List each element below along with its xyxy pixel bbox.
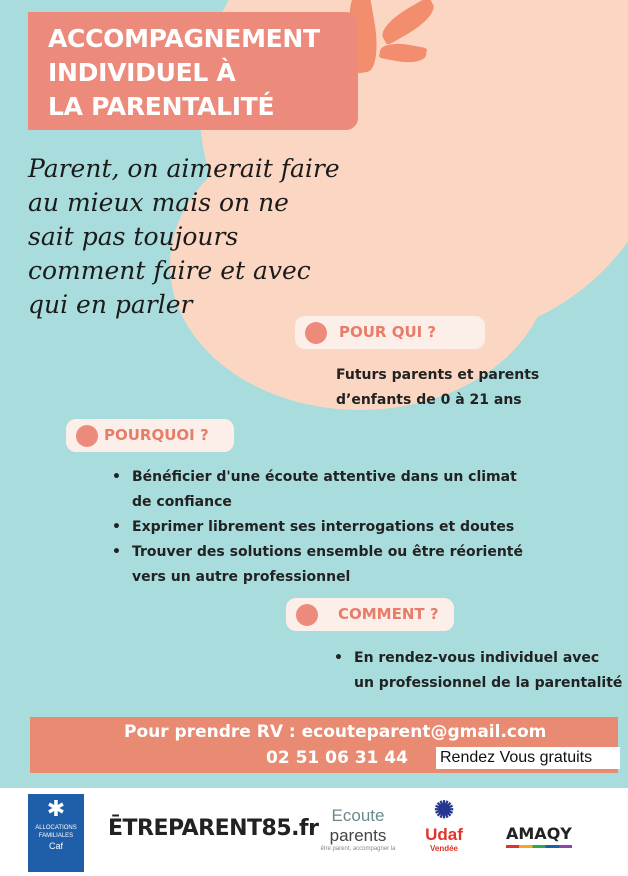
title-box — [28, 12, 358, 130]
comment-heading — [286, 598, 454, 631]
list-item — [132, 465, 523, 515]
udaf-logo — [420, 796, 468, 854]
quote-line: au mieux mais on ne — [28, 188, 289, 217]
quote-line: qui en parler — [28, 290, 193, 319]
udaf-figure-icon: ✺ — [433, 797, 455, 824]
comment-list — [332, 646, 622, 696]
section-heading-label: COMMENT ? — [338, 605, 439, 623]
title-line: INDIVIDUEL À — [48, 58, 236, 87]
text-line: un professionnel de la parentalité — [354, 675, 623, 691]
contact-bar — [30, 717, 618, 773]
section-heading-label: POUR QUI ? — [339, 323, 437, 341]
list-item — [132, 515, 523, 540]
amaqy-logo-text: AMAQY — [506, 824, 572, 843]
pour-qui-heading — [295, 316, 485, 349]
text-line: de confiance — [132, 494, 232, 510]
ecoute-parents-logo — [318, 806, 398, 852]
caf-logo-text: FAMILIALES — [38, 833, 74, 839]
text-line: d’enfants de 0 à 21 ans — [336, 392, 522, 408]
udaf-logo-text: Udaf — [425, 825, 463, 844]
text-line: Futurs parents et parents — [336, 367, 540, 383]
list-item — [354, 646, 622, 696]
caf-logo — [28, 794, 84, 872]
section-heading-label: POURQUOI ? — [104, 426, 209, 444]
pourquoi-heading — [66, 419, 234, 452]
bullet-dot-icon — [76, 425, 98, 447]
caf-logo-text: Caf — [48, 841, 63, 851]
text-line: Bénéficier d'une écoute attentive dans un climat — [132, 469, 517, 485]
page-title — [48, 22, 320, 124]
caf-logo-text: ALLOCATIONS — [35, 825, 77, 831]
etreparent85-logo: ĒTREPARENT85.fr — [108, 816, 319, 841]
title-line: ACCOMPAGNEMENT — [48, 24, 320, 53]
text-line: En rendez-vous individuel avec — [354, 650, 600, 666]
ecoute-logo-text: Ecoute — [331, 806, 385, 825]
quote-line: comment faire et avec — [28, 256, 311, 285]
quote-line: sait pas toujours — [28, 222, 239, 251]
list-item — [132, 540, 523, 590]
bullet-dot-icon — [305, 322, 327, 344]
contact-email-text: Pour prendre RV : ecouteparent@gmail.com — [124, 722, 547, 742]
quote-line: Parent, on aimerait faire — [28, 154, 340, 183]
text-line: Exprimer librement ses interrogations et doutes — [132, 519, 515, 535]
text-line: Trouver des solutions ensemble ou être réorienté — [132, 544, 523, 560]
amaqy-color-bar — [506, 845, 572, 848]
caf-family-icon: ✱ — [46, 796, 66, 821]
text-line: vers un autre professionnel — [132, 569, 351, 585]
pour-qui-text — [336, 363, 539, 413]
partner-logos-strip — [0, 788, 628, 876]
ecoute-logo-text: parents — [329, 826, 387, 845]
amaqy-logo — [506, 824, 572, 848]
title-line: LA PARENTALITÉ — [48, 92, 275, 121]
quote — [28, 152, 388, 322]
udaf-logo-text: Vendée — [429, 844, 458, 853]
bullet-dot-icon — [296, 604, 318, 626]
ecoute-logo-tagline: être parent, accompagner la — [320, 846, 396, 852]
contact-phone-text: 02 51 06 31 44 — [266, 748, 408, 768]
free-appointment-label: Rendez Vous gratuits — [436, 747, 620, 769]
pourquoi-list — [110, 465, 523, 590]
